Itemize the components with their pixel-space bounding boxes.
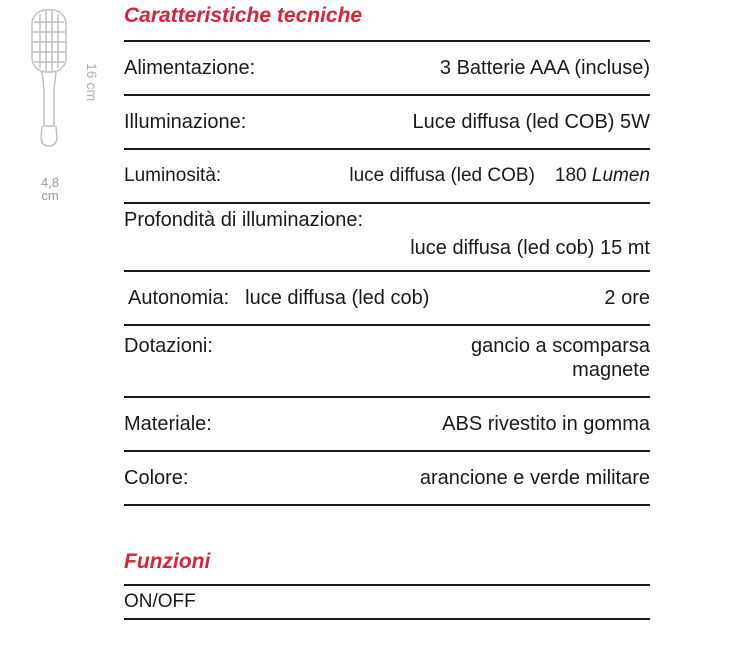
spec-row-luminosita [124, 148, 650, 202]
spec-value: luce diffusa (led cob) 15 mt [410, 237, 650, 259]
specs-title: Caratteristiche tecniche [124, 4, 363, 27]
height-dimension: 16 cm [84, 62, 100, 102]
spec-value: 3 Batterie AAA (incluse) [439, 57, 650, 79]
functions-table [124, 584, 650, 620]
spec-value [245, 286, 650, 310]
spec-number: 180 [554, 165, 587, 186]
divider [124, 618, 650, 620]
spec-label: Alimentazione: [124, 57, 256, 79]
specs-table [124, 40, 650, 506]
spec-type: luce diffusa (led cob) [245, 287, 430, 309]
spec-row-autonomia [124, 270, 650, 324]
width-unit: cm [41, 188, 59, 203]
spec-label: Dotazioni: [124, 335, 213, 357]
spec-value: arancione e verde militare [419, 467, 650, 489]
spec-label: Illuminazione: [124, 111, 247, 133]
spec-row-profondita [124, 202, 650, 270]
spec-value [471, 334, 650, 382]
divider [124, 504, 650, 506]
spec-value [349, 164, 650, 188]
spec-label: Colore: [124, 467, 189, 489]
spec-value: Luce diffusa (led COB) 5W [412, 111, 650, 133]
spec-label: Luminosità: [124, 165, 222, 186]
spec-type: luce diffusa (led COB) [349, 165, 535, 186]
spec-label: Profondità di illuminazione: [124, 209, 364, 231]
spec-row-alimentazione [124, 40, 650, 94]
spec-label: Materiale: [124, 413, 212, 435]
spec-row-materiale [124, 396, 650, 450]
functions-title: Funzioni [124, 550, 211, 573]
spec-duration: 2 ore [604, 287, 650, 309]
spec-row-dotazioni [124, 324, 650, 396]
work-light-icon [28, 8, 78, 158]
width-dimension [32, 176, 68, 202]
spec-label: Autonomia: [128, 287, 230, 309]
width-value: 4,8 [40, 175, 60, 190]
spec-value: ABS rivestito in gomma [442, 413, 650, 435]
spec-row-colore [124, 450, 650, 504]
function-label: ON/OFF [124, 591, 196, 612]
spec-unit: Lumen [591, 165, 650, 186]
function-row [124, 584, 650, 618]
spec-value-line: magnete [572, 359, 650, 381]
spec-value-line: gancio a scomparsa [471, 335, 650, 357]
spec-row-illuminazione [124, 94, 650, 148]
spec-lumen [555, 164, 650, 188]
